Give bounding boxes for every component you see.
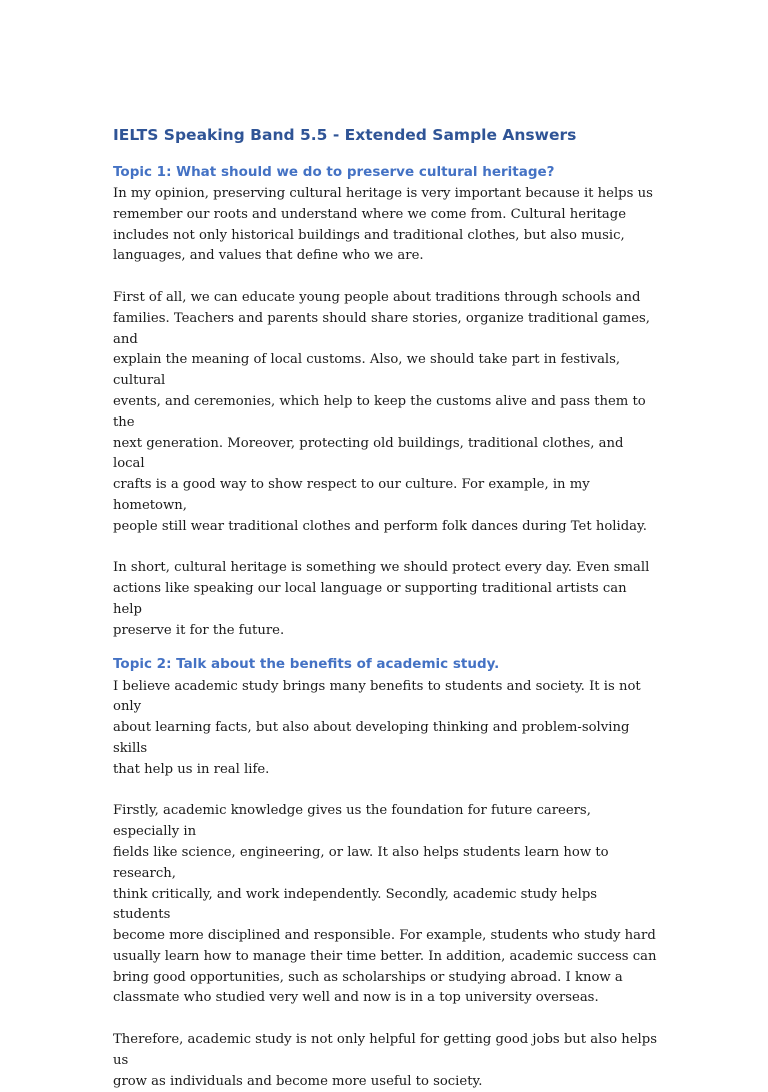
topic-1-paragraph-1: In my opinion, preserving cultural heritage is very important because it helps us remember our roots and understand where we come from. Cultural heritage includes not only historical buildings and traditional clothes, but also music, languages, and values that define who we are. — [113, 186, 653, 264]
topic-2-paragraph-1: I believe academic study brings many benefits to students and society. It is not only about learning facts, but also about developing thinking and problem-solving skills that help us in real life. — [113, 678, 641, 777]
topic-1-paragraph-3: In short, cultural heritage is something we should protect every day. Even small actions like speaking our local language or supporting traditional artists can help preserve it for the future. — [113, 560, 650, 638]
topic-2-paragraph-2: Firstly, academic knowledge gives us the foundation for future careers, especially in fields like science, engineering, or law. It also helps students learn how to research, think critically, and work independently. Secondly, academic study helps students become more disciplined and responsible. For example, students who study hard usually learn how to manage their time better. In addition, academic success can bring good opportunities, such as scholarships or studying abroad. I know a classmate who studied very well and now is in a top university overseas. — [113, 803, 657, 1006]
topic-2-paragraph-3: Therefore, academic study is not only helpful for getting good jobs but also helps us grow as individuals and become more useful to society. — [113, 1032, 657, 1089]
document-page — [113, 124, 658, 1092]
topic-2-section — [113, 654, 658, 1092]
document-title: IELTS Speaking Band 5.5 - Extended Sample Answers — [113, 126, 577, 144]
topic-1-paragraph-2: First of all, we can educate young people about traditions through schools and families. Teachers and parents should share stories, organize traditional games, and explain the meaning of local customs. Also, we should take part in festivals, cultural events, and ceremonies, which help to keep the customs alive and pass them to the next generation. Moreover, protecting old buildings, traditional clothes, and local crafts is a good way to show respect to our culture. For example, in my hometown, people still wear traditional clothes and perform folk dances during Tet holiday. — [113, 289, 650, 534]
topic-2-heading: Topic 2: Talk about the benefits of academic study. — [113, 655, 500, 672]
topic-1-heading: Topic 1: What should we do to preserve cultural heritage? — [113, 164, 555, 180]
topic-1-section — [113, 162, 658, 642]
